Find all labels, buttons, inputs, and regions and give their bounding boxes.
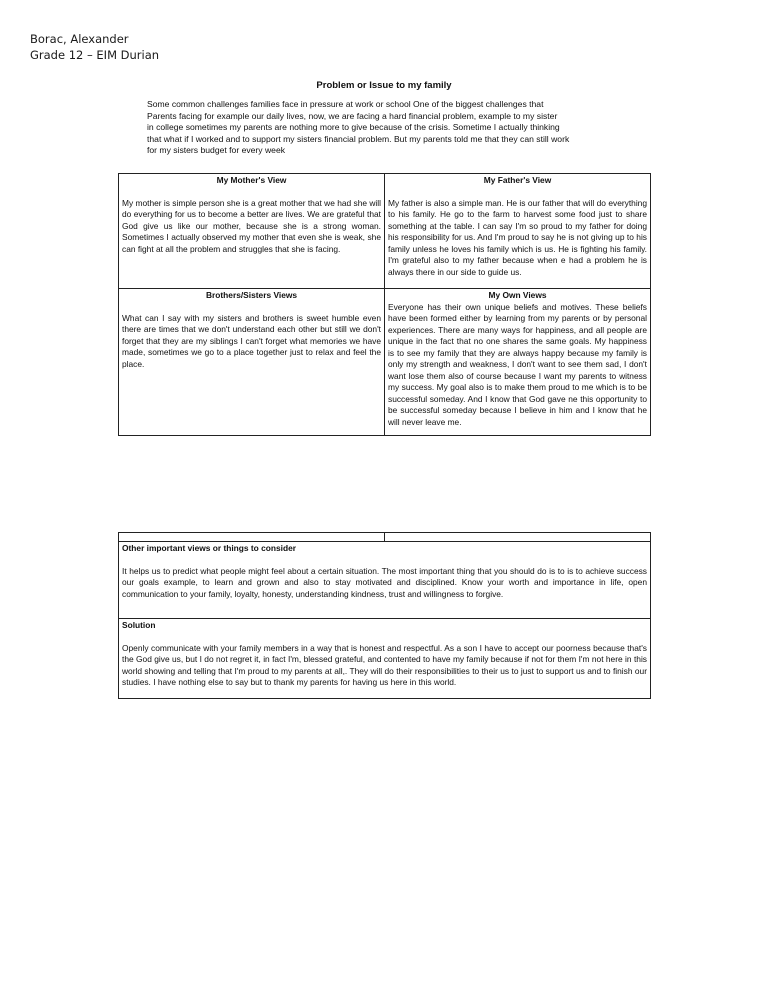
solution-heading: Solution: [122, 620, 156, 630]
solution-cell: [119, 619, 651, 699]
solution-text: Openly communicate with your family members in a way that is honest and respectful. As a son I have to accept our poorness because that's the God give us, but I do not regret it, in fact I'm, blessed grateful, and contented to have my family because if not for them I'm not here in this world showing and telling that I'm proud to my parents at all,. They will do their responsibilities to their us to just to support us and to finish our studies. I have nothing else to say but to thank my parents for having us here in this world.: [122, 642, 647, 687]
empty-cell-left: [119, 533, 385, 542]
own-view-cell: [385, 289, 651, 436]
father-view-cell: [385, 174, 651, 289]
intro-paragraph: Some common challenges families face in pressure at work or school One of the biggest challenges that Parents facing for example our daily lives, now, we are facing a hard financial problem, example to my sister in college sometimes my parents are nothing more to give because of the crisis. Sometime I actually thinking that what if I worked and to support my sisters financial problem. But my parents told me that they can still work for my sisters budget for every week: [147, 99, 570, 156]
other-views-heading: Other important views or things to consider: [122, 543, 297, 553]
solution-row: [119, 619, 651, 699]
considerations-top-row: [119, 533, 651, 542]
own-view-text: Everyone has their own unique beliefs and motives. These beliefs have been formed either by learning from my parents or by personal experiences. There are many ways for happiness, and all people are unique in the fact that no one shares the same goals. My happiness is to see my family that they are always happy because my family is only my strength and weakness, I don't want to see them sad, I don't want lose them also of course because I want my parents to witness my success. My goal also is to make them proud to me which is to be successful someday. And I know that God gave ne this opportunity to be successful someday because I believe in him and I know that he will never leave me.: [388, 301, 647, 427]
siblings-view-heading: Brothers/Sisters Views: [205, 290, 298, 300]
father-view-text: My father is also a simple man. He is our father that will do everything to his family. He go to the farm to harvest some food just to share something at the table. I can say I'm so proud to my father for doing his responsibility for us. And I'm proud to say he is not giving up to his family unless he loves his family which is us. He is fighting his family. I'm grateful also to my father because when e had a problem he is always there in our side to guide us.: [388, 197, 647, 277]
mother-view-cell: [119, 174, 385, 289]
empty-cell-right: [385, 533, 651, 542]
father-view-heading: My Father's View: [483, 175, 552, 185]
views-row-parents: [119, 174, 651, 289]
other-views-text: It helps us to predict what people might feel about a certain situation. The most important thing that you should do is to is to achieve success our goals example, to learn and grown and also to stay motivated and disciplined. Know your worth and importance in life, open communication to your family, loyalty, honesty, understanding kindness, trust and willingness to forgive.: [122, 565, 647, 599]
siblings-view-text: What can I say with my sisters and brothers is sweet humble even there are times that we don't understand each other but still we don't forget that they are my siblings I can't forget what memories we have made, sometimes we go to a place together just to relax and feel the place.: [122, 312, 381, 369]
views-row-self: [119, 289, 651, 436]
student-name: Borac, Alexander: [30, 32, 129, 46]
views-table: [118, 173, 651, 436]
siblings-view-cell: [119, 289, 385, 436]
document-header: [30, 31, 159, 63]
mother-view-text: My mother is simple person she is a great mother that we had she will do everything for us to become a better are lives. We are grateful that God give us like our mother, because she is a strong woman. Sometimes I actually observed my mother that even she is weak, she can fight at all the problem and struggles that she is facing.: [122, 197, 381, 254]
other-views-row: [119, 542, 651, 619]
other-views-cell: [119, 542, 651, 619]
student-grade: Grade 12 – EIM Durian: [30, 48, 160, 62]
own-view-heading: My Own Views: [488, 290, 547, 300]
document-title: Problem or Issue to my family: [316, 80, 452, 91]
mother-view-heading: My Mother's View: [216, 175, 287, 185]
considerations-table: [118, 532, 651, 699]
